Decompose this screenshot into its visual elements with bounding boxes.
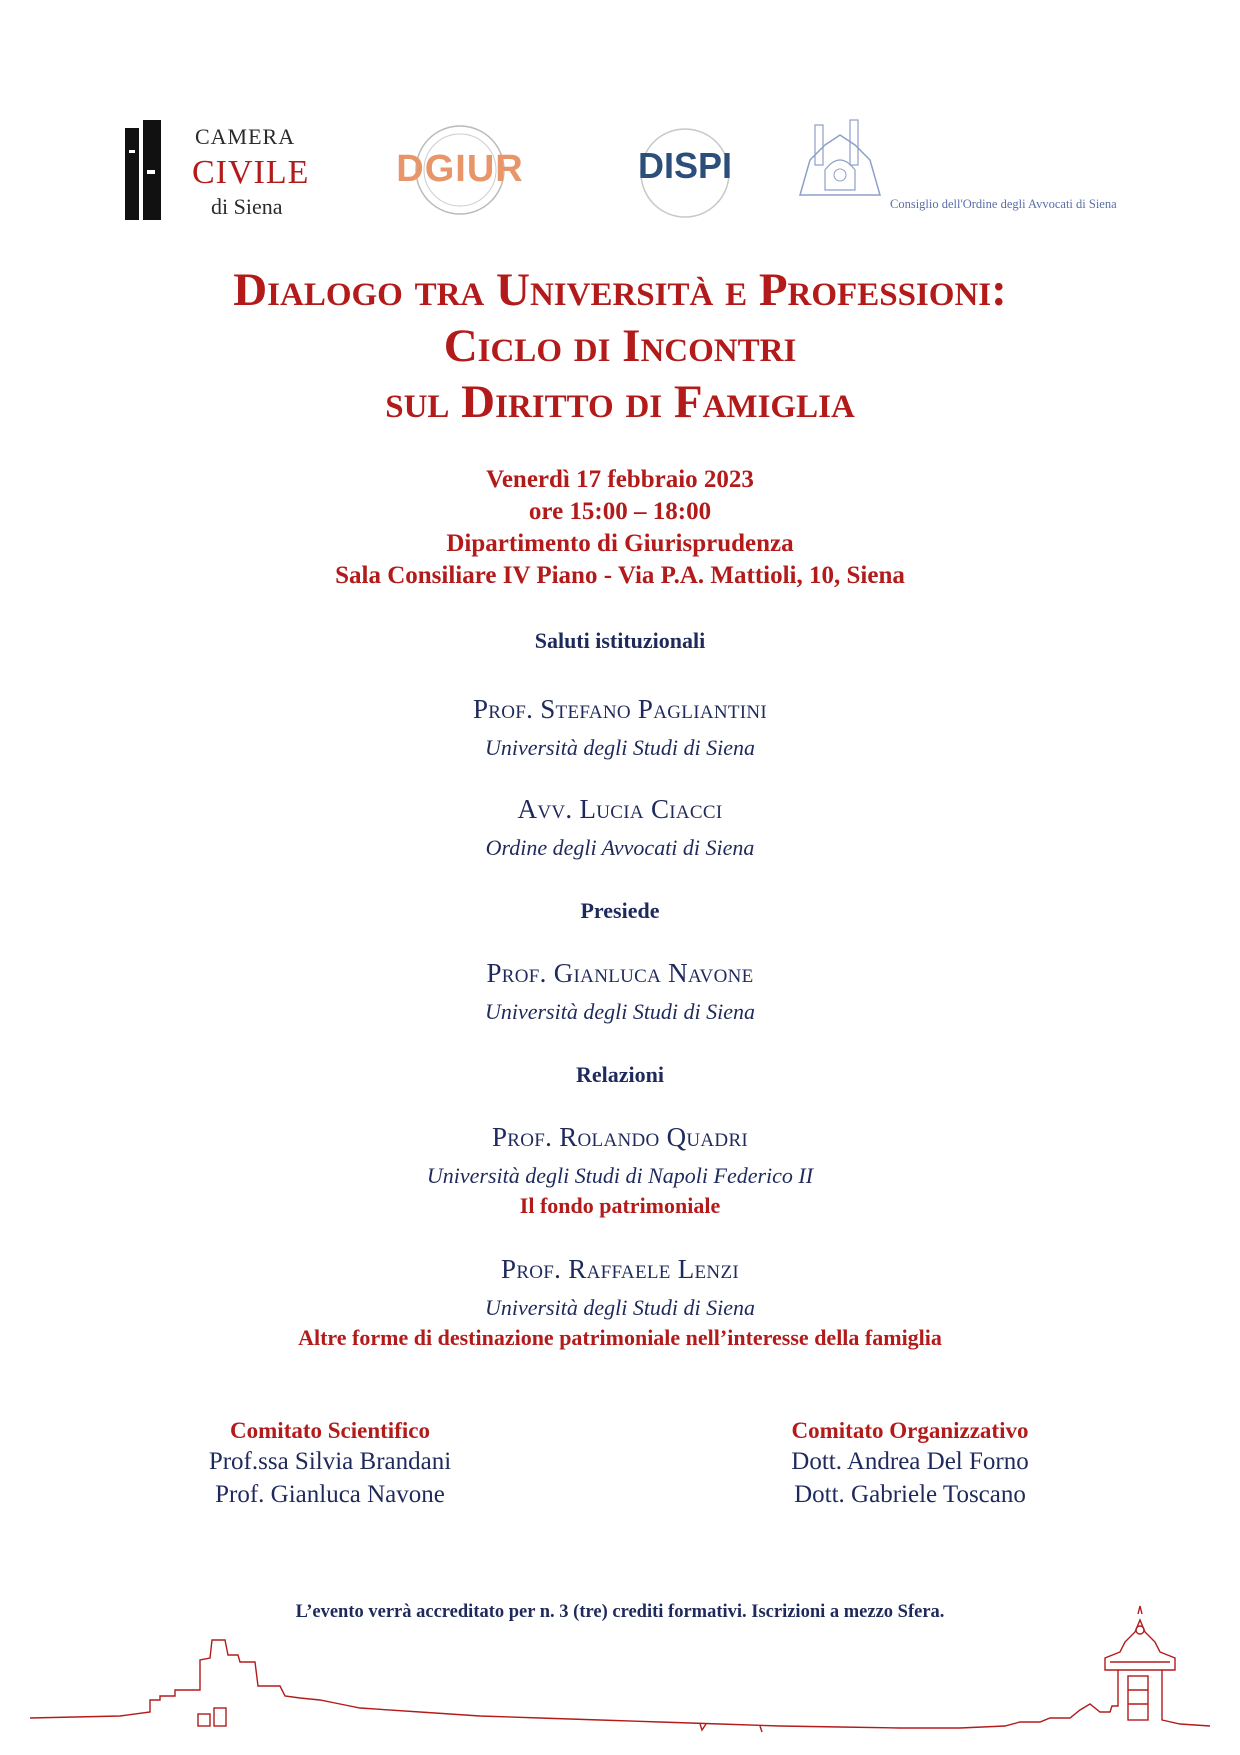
committee-member: Dott. Andrea Del Forno — [791, 1448, 1029, 1475]
civile-word: CIVILE — [192, 154, 310, 191]
di-siena-word: di Siena — [211, 194, 283, 219]
siena-skyline-icon — [0, 1600, 1240, 1755]
talk-speaker-name: Prof. Rolando Quadri — [491, 1122, 749, 1152]
chair-name: Prof. Gianluca Navone — [486, 958, 754, 988]
event-time: ore 15:00 – 18:00 — [528, 498, 712, 525]
speaker-name: Prof. Stefano Pagliantini — [472, 694, 768, 724]
dispi-logo — [630, 125, 740, 225]
committee-member: Prof. Gianluca Navone — [215, 1481, 445, 1508]
speaker-affiliation: Ordine degli Avvocati di Siena — [485, 835, 755, 860]
siena-city-emblem-icon — [795, 115, 885, 210]
committee-member: Prof.ssa Silvia Brandani — [208, 1448, 452, 1475]
ordine-avvocati-logo — [795, 115, 1140, 215]
talk-speaker-affiliation: Università degli Studi di Siena — [484, 1295, 756, 1320]
talks-heading: Relazioni — [576, 1062, 664, 1087]
talk-speaker-name: Prof. Raffaele Lenzi — [501, 1254, 739, 1284]
accreditation-note: L’evento verrà accreditato per n. 3 (tre) crediti formativi. Iscrizioni a mezzo Sfera. — [295, 1602, 945, 1622]
chair-heading: Presiede — [580, 898, 660, 923]
talk-topic: Il fondo patrimoniale — [519, 1193, 721, 1218]
tower-silhouette-icon — [115, 120, 175, 225]
chair-affiliation: Università degli Studi di Siena — [484, 999, 756, 1024]
dgiur-logo — [385, 120, 535, 220]
organizing-committee-heading: Comitato Organizzativo — [791, 1418, 1029, 1443]
event-venue: Sala Consiliare IV Piano - Via P.A. Mattioli, 10, Siena — [335, 562, 905, 589]
dgiur-word: DGIUR — [396, 148, 524, 190]
ordine-caption: Consiglio dell'Ordine degli Avvocati di Siena — [890, 197, 1117, 211]
organizing-committee — [710, 1418, 1110, 1509]
title-line-2: Ciclo di Incontri — [443, 320, 797, 372]
speaker-name: Avv. Lucia Ciacci — [517, 794, 723, 824]
greetings-heading: Saluti istituzionali — [534, 628, 706, 653]
event-department: Dipartimento di Giurisprudenza — [446, 530, 794, 557]
title-line-1: Dialogo tra Università e Professioni: — [233, 264, 1007, 316]
title-line-3: sul Diritto di Famiglia — [385, 376, 855, 428]
camera-civile-logo — [115, 120, 325, 225]
scientific-committee-heading: Comitato Scientifico — [230, 1418, 430, 1443]
committee-member: Dott. Gabriele Toscano — [794, 1481, 1026, 1508]
talk-topic: Altre forme di destinazione patrimoniale nell’interesse della famiglia — [298, 1325, 942, 1350]
talk-speaker-affiliation: Università degli Studi di Napoli Federico II — [426, 1163, 814, 1188]
dispi-word: DISPI — [637, 145, 733, 186]
camera-word: CAMERA — [195, 124, 296, 149]
scientific-committee — [130, 1418, 530, 1509]
speaker-affiliation: Università degli Studi di Siena — [484, 735, 756, 760]
event-date: Venerdì 17 febbraio 2023 — [486, 466, 754, 493]
